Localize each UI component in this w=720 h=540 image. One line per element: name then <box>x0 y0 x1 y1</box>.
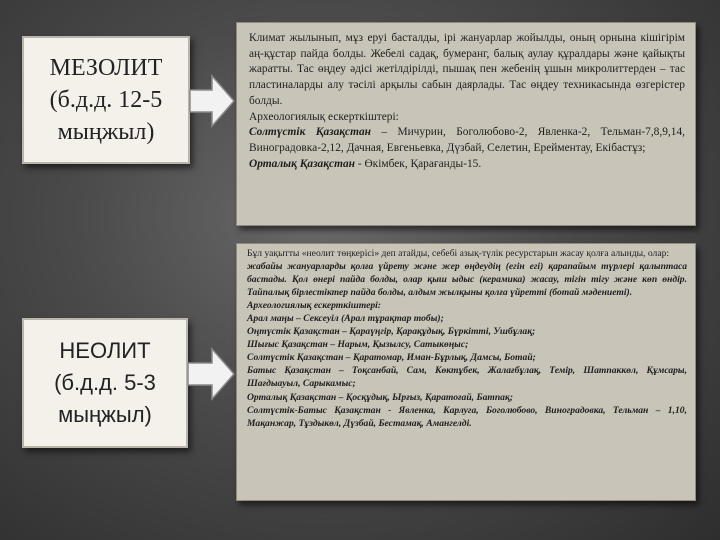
neolithic-label-box <box>22 318 188 448</box>
right-arrow-icon <box>186 346 236 402</box>
neolithic-site-south: Оңтүстік Қазақстан – Қараүңгір, Қарақұдық, Бүркітті, Ушбұлақ; <box>247 326 536 338</box>
neolithic-monuments-heading: Археологиялық ескерткіштері: <box>247 300 381 312</box>
mesolithic-central-region: Орталық Қазақстан <box>249 157 355 170</box>
right-arrow-icon <box>188 73 236 129</box>
neolithic-site-central: Орталық Қазақстан – Қосқұдық, Ырғыз, Қаратоғай, Батпақ; <box>247 391 514 403</box>
neolithic-label: НЕОЛИТ (б.д.д. 5-3 мыңжыл) <box>54 338 156 427</box>
neolithic-site-east: Шығыс Қазақстан – Нарым, Қызылсу, Сатыкөңыс; <box>247 339 469 351</box>
mesolithic-monuments-heading: Археологиялық ескерткіштері: <box>249 110 399 123</box>
neolithic-description-panel <box>236 243 696 501</box>
neolithic-intro: Бұл уақытты «неолит төңкерісі» деп атайды, себебі азық-түлік ресурстарын жасау қолға алынды, олар: <box>247 248 670 259</box>
neolithic-site-west: Батыс Қазақстан – Тоқсанбай, Сам, Көктұбек, Жалағбұлақ, Темір, Шатпаккөл, Құмсары, Шағдыауыл, Сарыкамыс; <box>247 365 687 390</box>
mesolithic-label: МЕЗОЛИТ (б.д.д. 12-5 мыңжыл) <box>49 55 163 145</box>
mesolithic-north-sites: – Мичурин, Боголюбово-2, Явленка-2, Тельман-7,8,9,14, Виноградовка-2,12, Дачная, Евгеньевка, Дүзбай, Селетин, Ерейментау, Екібастұз; <box>249 126 685 154</box>
neolithic-transition: жабайы жануарларды қолға үйрету және жер өңдеудің (егін егі) қарапайым түрлері қалыптаса бастады. Қол өнері пайда болды, олар қыш ыдыс (керамика) жасау, тігін тігу және көп өндір. Тайпалық бірлестіктер пайда болды, алдым жылқыны қолға үйретті (ботай мәдениеті). <box>247 261 687 299</box>
mesolithic-label-box <box>22 36 190 164</box>
neolithic-site-aral: Арал маңы – Сексеуіл (Арал тұрақтар тобы); <box>247 313 444 325</box>
mesolithic-central-sites: - Өкімбек, Қарағанды-15. <box>354 157 482 170</box>
neolithic-site-northwest: Солтүстік-Батыс Қазақстан - Явленка, Карлуга, Боголюбово, Виноградовка, Тельман – 1,10, Мақанжар, Тұздыкөл, Дүзбай, Бестамақ, Амангелді. <box>247 404 687 429</box>
neolithic-site-north: Солтүстік Қазақстан – Қаратомар, Иман-Бұрлық, Дамсы, Ботай; <box>247 352 536 364</box>
mesolithic-north-region: Солтүстік Қазақстан <box>249 126 371 139</box>
mesolithic-description-panel <box>236 22 696 226</box>
mesolithic-description: Климат жылынып, мұз еруі басталды, ірі жануарлар жойылды, оның орнына кішігірім аң-құстар пайда болды. Жебелі садақ, бумеранг, балық аулау құралдары және қайықты жаратты. Тас өңдеу әдісі жетілдірілді, пышақ пен жебенің ұшын микролиттерден – тас пластиналарды алу тәсілі арқылы сабын даярлады. Тас өңдеу техникасында өзгерістер болды. <box>249 32 685 107</box>
